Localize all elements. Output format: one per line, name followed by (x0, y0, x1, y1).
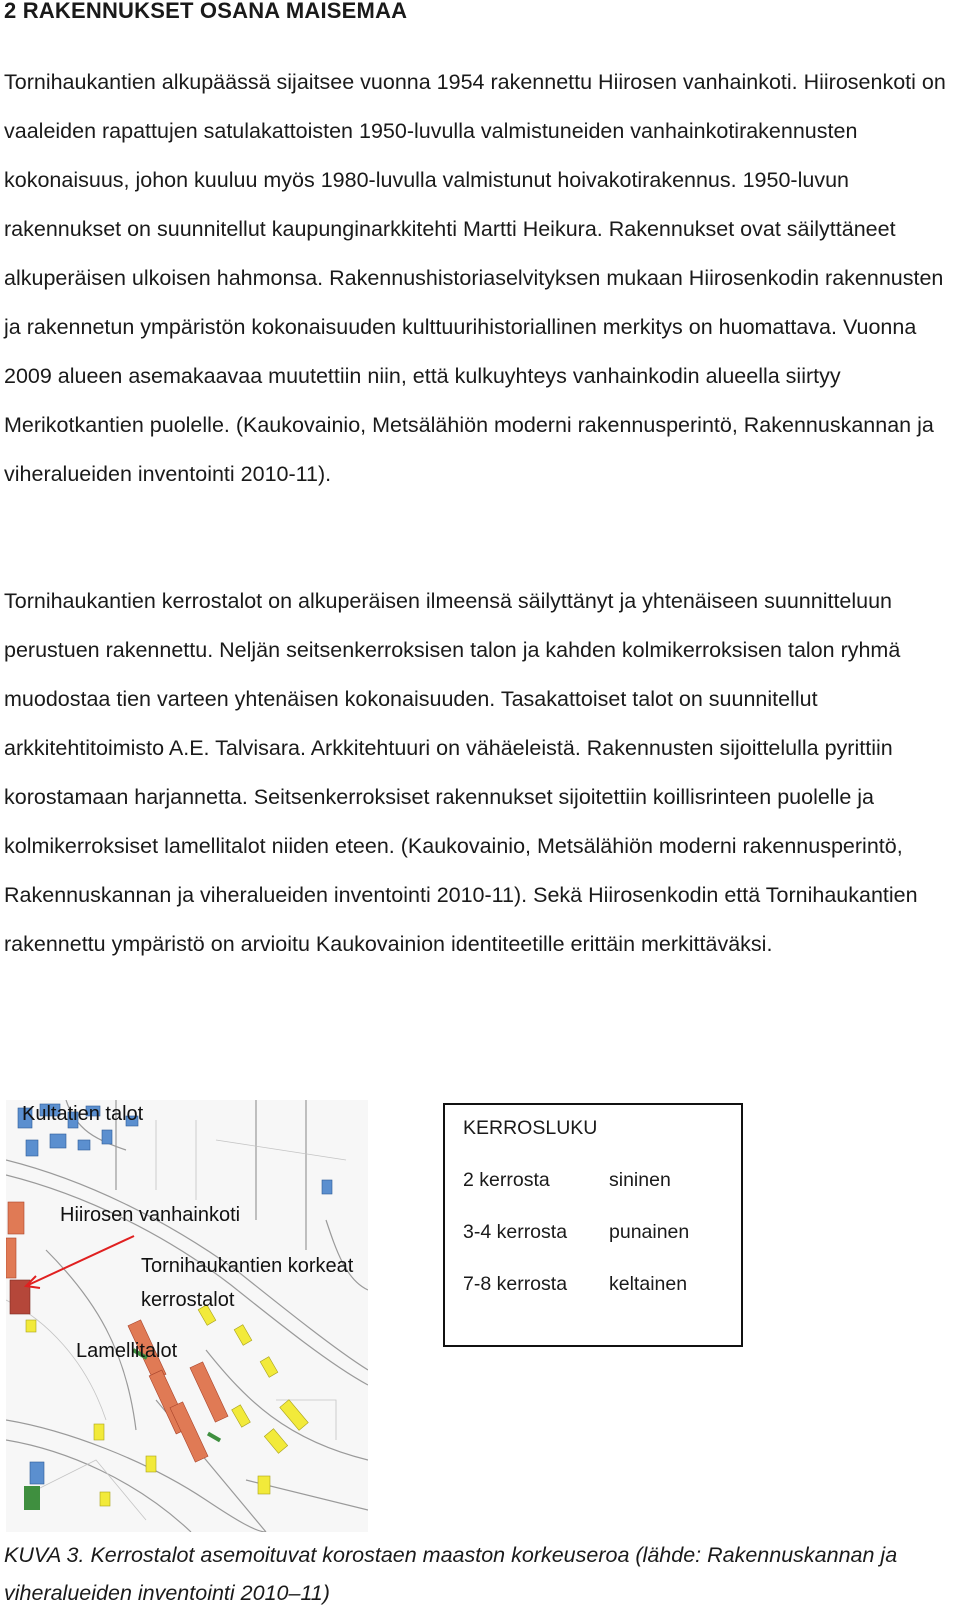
map-label-lamellitalot: Lamellitalot (76, 1340, 178, 1362)
map-label-kultatien: Kultatien talot (22, 1103, 144, 1125)
legend-floors: 3-4 kerrosta (463, 1221, 568, 1243)
legend-color: keltainen (609, 1273, 688, 1295)
legend-floors: 2 kerrosta (463, 1169, 550, 1191)
legend-title: KERROSLUKU (463, 1117, 598, 1139)
map-label-tornihaukantien-line2: kerrostalot (141, 1289, 235, 1311)
map-red-buildings (6, 1202, 228, 1462)
legend-color: sininen (609, 1169, 671, 1191)
paragraph-1: Tornihaukantien alkupäässä sijaitsee vuonna 1954 rakennettu Hiirosen vanhainkoti. Hiirosenkoti on vaaleiden rapattujen satulakattoisten 1950-luvulla valmistuneiden vanhainkotirakennusten kokonaisuus, johon kuuluu myös 1980-luvulla valmistunut hoivakotirakennus. 1950-luvun rakennukset on suunnitellut kaupunginarkkitehti Martti Heikura. Rakennukset ovat säilyttäneet alkuperäisen ulkoisen hahmonsa. Rakennushistoriaselvityksen mukaan Hiirosenkodin rakennusten ja rakennetun ympäristön kokonaisuuden kulttuurihistoriallinen merkitys on huomattava. Vuonna 2009 alueen asemakaavaa muutettiin niin, että kulkuyhteys vanhainkodin alueella siirtyy Merikotkantien puolelle. (Kaukovainio, Metsälähiön moderni rakennusperintö, Rakennuskannan ja viheralueiden inventointi 2010-11). (4, 70, 946, 486)
section-heading: 2 RAKENNUKSET OSANA MAISEMAA (4, 0, 408, 23)
site-map-drawing (6, 1100, 368, 1532)
legend-floors: 7-8 kerrosta (463, 1273, 568, 1295)
legend-color: punainen (609, 1221, 690, 1243)
map-label-hiirosen: Hiirosen vanhainkoti (60, 1204, 241, 1226)
paragraph-2: Tornihaukantien kerrostalot on alkuperäisen ilmeensä säilyttänyt ja yhtenäiseen suunnitteluun perustuen rakennettu. Neljän seitsenkerroksisen talon ja kahden kolmikerroksisen talon ryhmä muodostaa tien varteen yhtenäisen kokonaisuuden. Tasakattoiset talot on suunnitellut arkkitehtitoimisto A.E. Talvisara. Arkkitehtuuri on vähäeleistä. Rakennusten sijoittelulla pyrittiin korostamaan harjannetta. Seitsenkerroksiset rakennukset sijoitettiin koillisrinteen puolelle ja kolmikerroksiset lamellitalot niiden eteen. (Kaukovainio, Metsälähiön moderni rakennusperintö, Rakennuskannan ja viheralueiden inventointi 2010-11). Sekä Hiirosenkodin että Tornihaukantien rakennettu ympäristö on arvioitu Kaukovainion identiteetille erittäin merkittäväksi. (4, 589, 918, 956)
figure-caption: KUVA 3. Kerrostalot asemoituvat korostaen maaston korkeuseroa (lähde: Rakennuskannan ja viheralueiden inventointi 2010–11) (4, 1543, 898, 1605)
floor-count-legend (443, 1103, 743, 1347)
map-arrow (26, 1236, 134, 1288)
map-label-tornihaukantien-line1: Tornihaukantien korkeat (141, 1255, 354, 1277)
site-map-figure (6, 1100, 368, 1532)
